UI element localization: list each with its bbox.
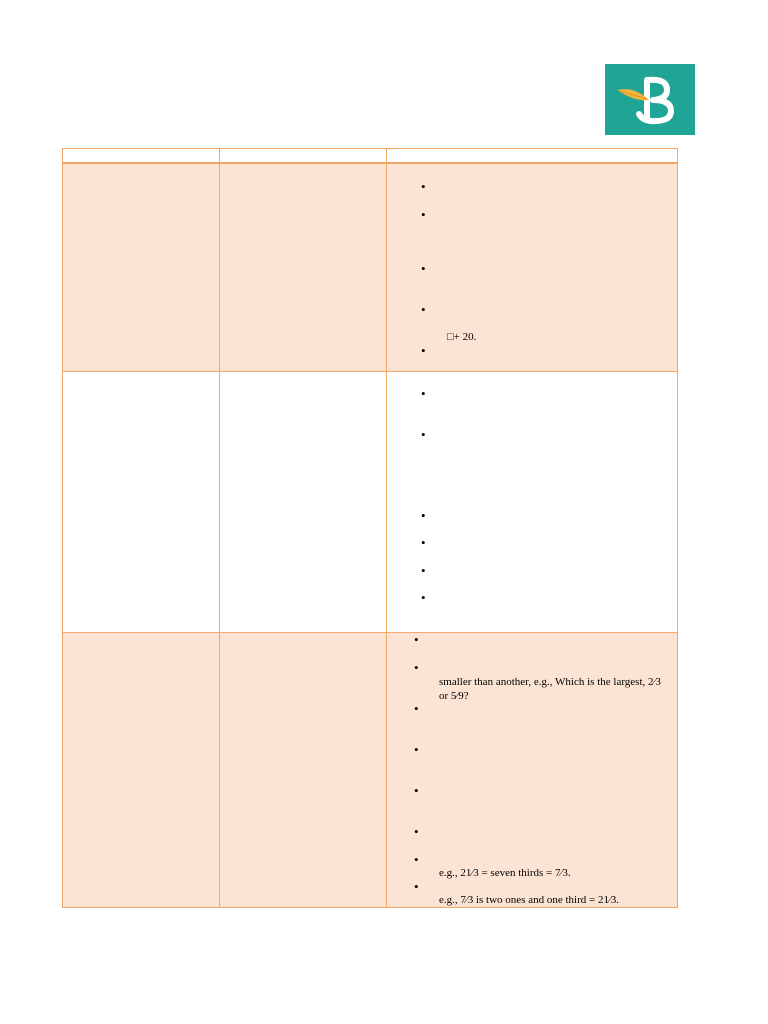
table-cell-list	[387, 164, 677, 371]
list-item-text: smaller than another, e.g., Which is the largest, 2⁄3 or 5⁄9?	[439, 676, 661, 702]
header-cell	[220, 149, 387, 162]
list-bullet: •	[421, 261, 426, 276]
list-bullet: •	[421, 563, 426, 578]
table-cell	[220, 372, 387, 632]
list-bullet: •	[414, 632, 419, 647]
list-bullet: •	[421, 302, 426, 317]
list-item-text: □+ 20.	[447, 331, 477, 343]
list-bullet: •	[421, 179, 426, 194]
table-row	[63, 163, 677, 371]
list-bullet: •	[421, 535, 426, 550]
table-header-row	[63, 149, 677, 163]
list-item-text: e.g., 21⁄3 = seven thirds = 7⁄3.	[439, 867, 571, 879]
list-bullet: •	[421, 427, 426, 442]
list-bullet: •	[421, 590, 426, 605]
header-cell	[387, 149, 677, 162]
table-cell	[220, 164, 387, 371]
table-cell	[63, 164, 220, 371]
list-bullet: •	[421, 386, 426, 401]
list-bullet: •	[421, 207, 426, 222]
list-bullet: •	[421, 508, 426, 523]
table-row	[63, 371, 677, 632]
table-cell	[63, 633, 220, 907]
table-cell	[220, 633, 387, 907]
list-bullet: •	[421, 343, 426, 358]
list-bullet: •	[414, 852, 419, 867]
table-cell-list	[387, 633, 677, 907]
curriculum-table	[62, 148, 678, 908]
list-item-text: e.g., 7⁄3 is two ones and one third = 21⁄3.	[439, 894, 620, 906]
list-bullet: •	[414, 783, 419, 798]
table-row	[63, 632, 677, 907]
list-bullet: •	[414, 742, 419, 757]
brand-logo	[605, 64, 695, 135]
list-bullet: •	[414, 824, 419, 839]
table-cell	[63, 372, 220, 632]
list-bullet: •	[414, 701, 419, 716]
list-bullet: •	[414, 879, 419, 894]
header-cell	[63, 149, 220, 162]
table-cell-list	[387, 372, 677, 632]
brand-logo-icon	[605, 64, 695, 135]
list-bullet: •	[414, 660, 419, 675]
